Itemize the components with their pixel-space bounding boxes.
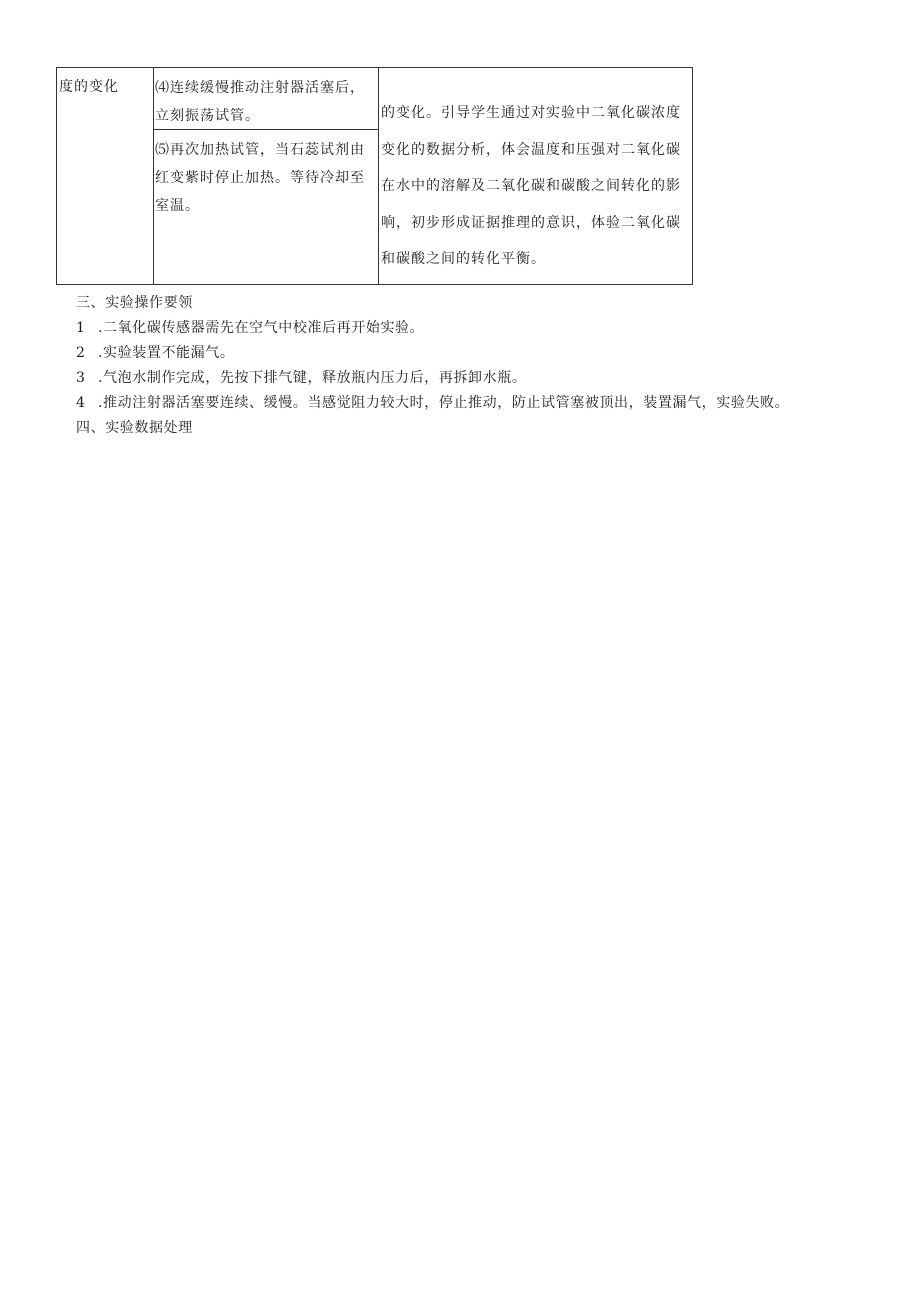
list-item-number: 2 bbox=[76, 345, 86, 361]
section-heading-data: 四、实验数据处理 bbox=[76, 420, 193, 436]
table-column-steps bbox=[154, 68, 379, 284]
table-cell-variable bbox=[57, 68, 154, 284]
list-item-number: 4 bbox=[76, 395, 86, 411]
cell-text-step-5: ⑸再次加热试管，当石蕊试剂由 红变紫时停止加热。等待冷却至 室温。 bbox=[155, 142, 365, 214]
list-item-text: .二氧化碳传感器需先在空气中校准后再开始实验。 bbox=[98, 320, 425, 336]
list-item-number: 3 bbox=[76, 370, 86, 386]
cell-text-variable: 度的变化 bbox=[59, 79, 119, 95]
table-cell-step-4 bbox=[154, 68, 378, 130]
cell-text-step-4: ⑷连续缓慢推动注射器活塞后， 立刻振荡试管。 bbox=[155, 80, 365, 124]
section-heading-operation: 三、实验操作要领 bbox=[76, 295, 193, 311]
list-item-text: .推动注射器活塞要连续、缓慢。当感觉阻力较大时，停止推动，防止试管塞被顶出，装置漏气，实验失败。 bbox=[98, 395, 790, 411]
list-item bbox=[76, 368, 526, 388]
table-cell-purpose bbox=[379, 68, 693, 284]
list-item bbox=[76, 318, 424, 338]
list-item-text: .实验装置不能漏气。 bbox=[98, 345, 235, 361]
cell-text-purpose: 的变化。引导学生通过对实验中二氧化碳浓度 变化的数据分析，体会温度和压强对二氧化碳 在水中的溶解及二氧化碳和碳酸之间转化的影 响，初步形成证据推理的意识，体验二氧化碳 和碳酸之间的转化平衡。 bbox=[381, 105, 681, 267]
experiment-table bbox=[56, 67, 693, 285]
list-item-number: 1 bbox=[76, 320, 86, 336]
list-item bbox=[76, 393, 789, 413]
list-item-text: .气泡水制作完成，先按下排气键，释放瓶内压力后，再拆卸水瓶。 bbox=[98, 370, 527, 386]
list-item bbox=[76, 343, 234, 363]
